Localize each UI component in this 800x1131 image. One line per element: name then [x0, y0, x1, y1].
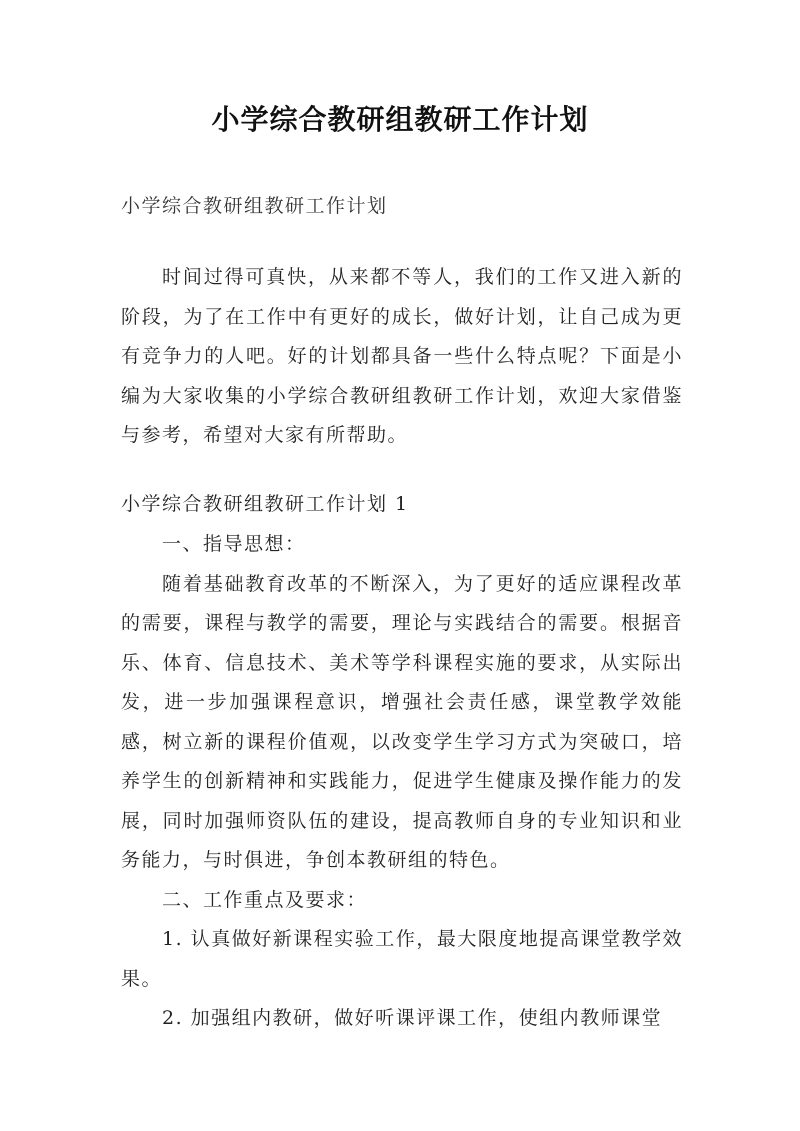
heading-work-focus: 二、工作重点及要求：: [162, 888, 368, 911]
section-body: [121, 525, 683, 1039]
list-item: 1. 认真做好新课程实验工作，最大限度地提高课堂教学效果。: [121, 928, 683, 990]
list-item: 2. 加强组内教研，做好听课评课工作，使组内教师课堂: [162, 1007, 663, 1029]
section-title: 小学综合教研组教研工作计划 1: [121, 493, 409, 515]
page-title: 小学综合教研组教研工作计划: [211, 103, 589, 136]
intro-paragraph: 时间过得可真快，从来都不等人，我们的工作又进入新的阶段，为了在工作中有更好的成长，做好计划，让自己成为更有竞争力的人吧。好的计划都具备一些什么特点呢？下面是小编为大家收集的小学综合教研组教研工作计划，欢迎大家借鉴与参考，希望对大家有所帮助。: [121, 266, 683, 446]
paragraph-guiding-ideology: 随着基础教育改革的不断深入，为了更好的适应课程改革的需要，课程与教学的需要，理论与实践结合的需要。根据音乐、体育、信息技术、美术等学科课程实施的要求，从实际出发，进一步加强课程意识，增强社会责任感，课堂教学效能感，树立新的课程价值观，以改变学生学习方式为突破口，培养学生的创新精神和实践能力，促进学生健康及操作能力的发展，同时加强师资队伍的建设，提高教师自身的专业知识和业务能力，与时俱进，争创本教研组的特色。: [121, 572, 683, 871]
heading-guiding-ideology: 一、指导思想：: [162, 533, 306, 555]
document-subtitle: 小学综合教研组教研工作计划: [121, 195, 388, 217]
